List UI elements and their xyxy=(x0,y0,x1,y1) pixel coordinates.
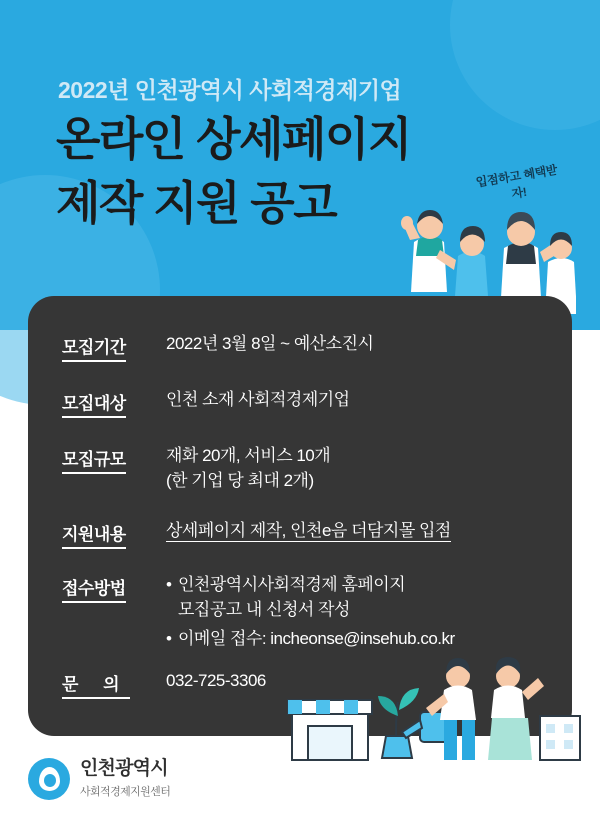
table-row xyxy=(62,444,554,493)
row-label-text: 모집규모 xyxy=(62,445,126,474)
footer-logo-subtitle: 사회적경제지원센터 xyxy=(80,785,171,798)
header-kicker: 2022년 인천광역시 사회적경제기업 xyxy=(58,77,402,103)
row-value-period: 2022년 3월 8일 ~ 예산소진시 xyxy=(166,334,374,353)
footer-logo-title: 인천광역시 xyxy=(80,758,168,780)
row-label-text: 모집기간 xyxy=(62,333,126,362)
footer-logo xyxy=(28,758,170,800)
apply-bullet-1-text xyxy=(178,573,554,622)
row-label-text: 문 의 xyxy=(62,670,130,699)
bullet-icon: • xyxy=(166,575,172,595)
apply-bullet-1-line2: 모집공고 내 신청서 작성 xyxy=(178,599,350,619)
row-value-scale xyxy=(166,444,554,493)
footer-logo-text xyxy=(80,759,170,799)
row-value-scale-line1: 재화 20개, 서비스 10개 xyxy=(166,446,331,465)
row-label-text: 지원내용 xyxy=(62,520,126,549)
table-row xyxy=(62,388,554,418)
row-label-contact xyxy=(62,669,166,699)
apply-bullet-2-text: 이메일 접수: incheonse@insehub.co.kr xyxy=(178,628,455,648)
row-label-support xyxy=(62,519,166,549)
row-label-target xyxy=(62,388,166,418)
row-value-support xyxy=(166,519,554,544)
apply-bullet-1-line1: 인천광역시사회적경제 홈페이지 xyxy=(178,575,406,595)
row-value-support-text: 상세페이지 제작, 인천e음 더담지몰 입점 xyxy=(166,521,451,541)
bottom-illustration xyxy=(286,640,586,770)
row-label-apply xyxy=(62,573,166,603)
row-value-target: 인천 소재 사회적경제기업 xyxy=(166,390,350,409)
row-label-period xyxy=(62,332,166,362)
row-label-text: 모집대상 xyxy=(62,389,126,418)
handwritten-note: 입점하고 혜택받자! xyxy=(474,162,559,202)
bullet-icon: • xyxy=(166,628,172,648)
header-title-line2: 제작 지원 공고 xyxy=(56,177,337,229)
row-value-scale-line2: (한 기업 당 최대 2개) xyxy=(166,470,314,490)
row-value-contact: 032-725-3306 xyxy=(166,671,266,691)
header-title-line1: 온라인 상세페이지 xyxy=(56,113,411,165)
apply-bullet-1 xyxy=(166,573,554,622)
table-row xyxy=(62,519,554,549)
row-label-text: 접수방법 xyxy=(62,574,126,603)
incheon-logo-icon xyxy=(28,758,70,800)
decorative-circle-right xyxy=(450,0,600,130)
row-label-scale xyxy=(62,444,166,474)
table-row xyxy=(62,332,554,362)
